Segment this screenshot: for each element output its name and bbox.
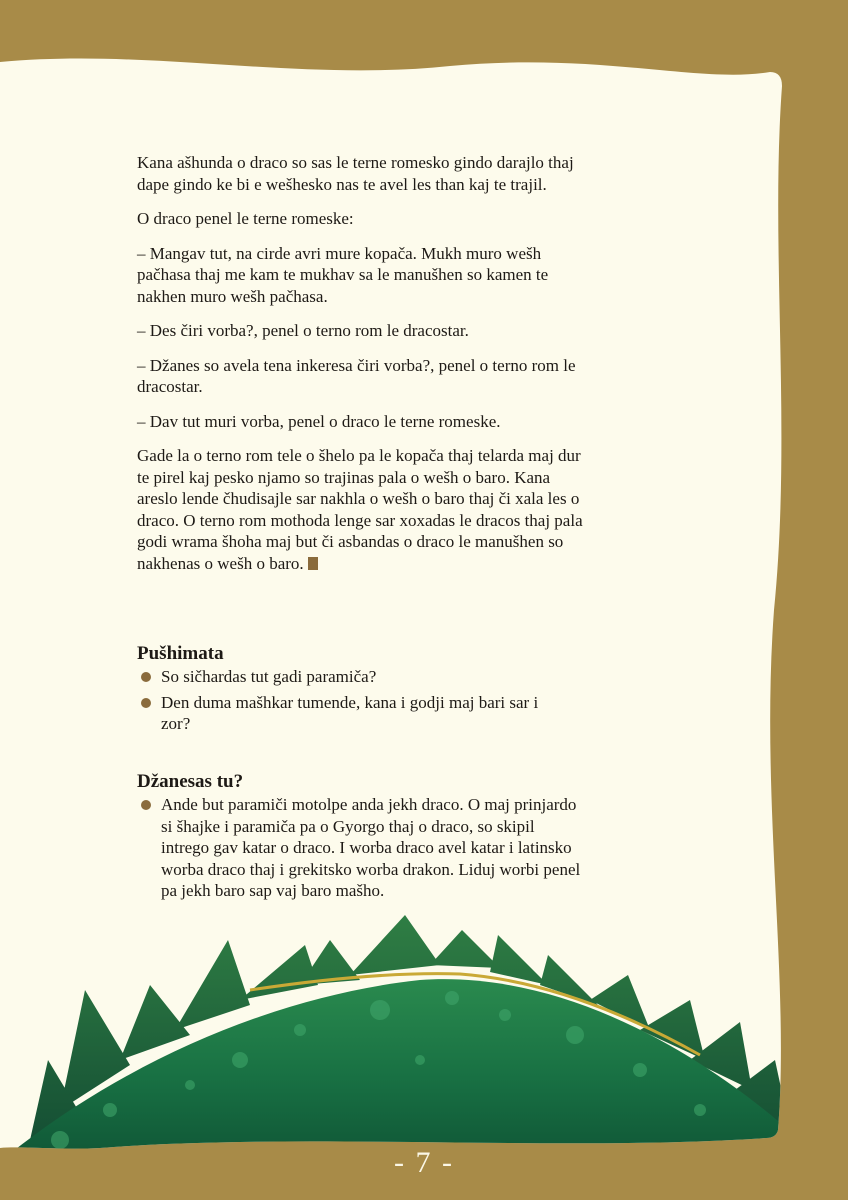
did-you-know-section — [137, 770, 582, 906]
bullet-icon — [141, 800, 151, 810]
story-paragraph: O draco penel le terne romeske: — [137, 209, 354, 228]
fact-text: Ande but paramiči motolpe anda jekh draco. O maj prinjardo si šhajke i paramiča pa o Gyorgo thaj o draco, so skipil intrego gav katar o draco. I worba draco avel katar i latinsko worba draco thaj i grekitsko worba drakon. Liduj worbi penel pa jekh baro sap vaj baro mašho. — [161, 795, 581, 900]
question-text: So sičhardas tut gadi paramiča? — [161, 667, 377, 686]
story-paragraph: – Džanes so avela tena inkeresa čiri vorba?, penel o terno rom le dracostar. — [137, 355, 576, 396]
question-item — [137, 692, 567, 735]
fact-item — [137, 794, 582, 902]
bullet-icon — [141, 672, 151, 682]
story-text — [137, 152, 589, 587]
questions-section — [137, 642, 567, 739]
bullet-icon — [141, 698, 151, 708]
story-paragraph: – Dav tut muri vorba, penel o draco le terne romeske. — [137, 411, 501, 431]
questions-title: Pušhimata — [137, 643, 224, 664]
facts-list — [137, 794, 582, 902]
story-paragraph-text: Gade la o terno rom tele o šhelo pa le kopača thaj telarda maj dur te pirel kaj pesko njamo so trajinas pala o wešh o baro. Kana areslo lende čhudisajle sar nakhla o wešh o baro thaj či xala les o draco. O terno rom mothoda lenge sar xoxadas le dracos thaj pala godi wrama šhoha maj but či asbandas o draco le manušhen so nakhenas o wešh o baro. — [137, 446, 583, 573]
question-text: Den duma mašhkar tumende, kana i godji maj bari sar i zor? — [161, 692, 539, 733]
story-paragraph: – Mangav tut, na cirde avri mure kopača. Mukh muro wešh pačhasa thaj me kam te mukhav sa le manušhen so kamen te nakhen muro wešh pačhasa. — [137, 243, 549, 306]
story-paragraph: – Des čiri vorba?, penel o terno rom le dracostar. — [137, 321, 469, 340]
question-item — [137, 666, 567, 688]
page-number: - 7 - — [394, 1146, 454, 1179]
questions-list — [137, 666, 567, 735]
end-of-story-mark — [308, 557, 318, 570]
story-paragraph-last — [137, 445, 589, 574]
did-you-know-title: Džanesas tu? — [137, 771, 244, 792]
story-paragraph: Kana ašhunda o draco so sas le terne romesko gindo darajlo thaj dape gindo ke bi e wešhesko nas te avel les than kaj te trajil. — [137, 153, 574, 194]
